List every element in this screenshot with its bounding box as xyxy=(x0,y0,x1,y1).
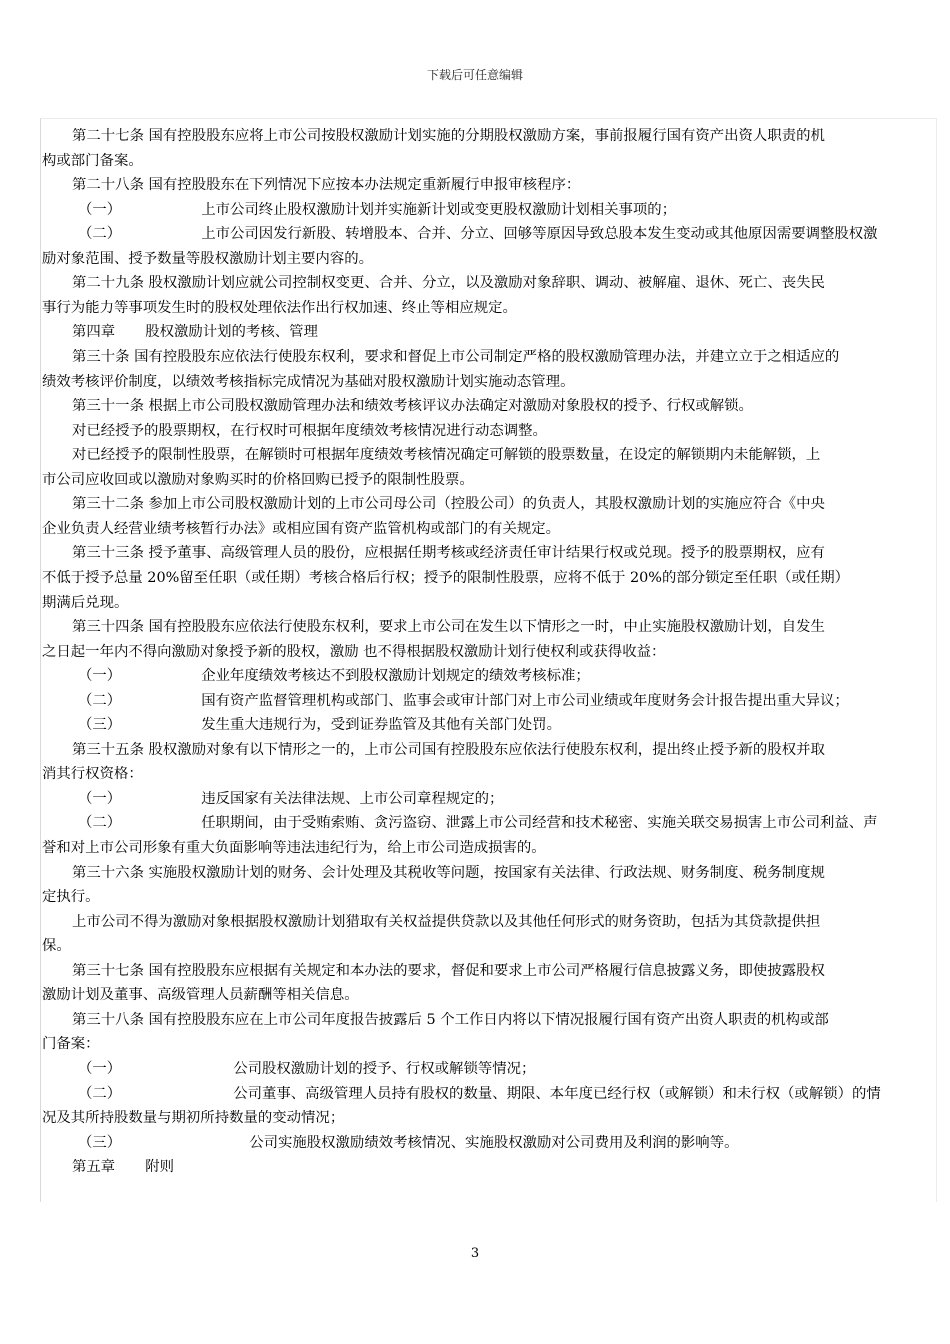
chapter-number: 第五章 xyxy=(72,1159,116,1176)
text-line: 不低于授予总量 20%留至任职（或任期）考核合格后行权；授予的限制性股票，应将不低于 20%的部分锁定至任职（或任期） xyxy=(42,569,850,586)
text-line: 事行为能力等事项发生时的股权处理依法作出行权加速、终止等相应规定。 xyxy=(42,299,517,316)
item-text: 任职期间，由于受贿索贿、贪污盗窃、泄露上市公司经营和技术秘密、实施关联交易损害上市公司利益、声 xyxy=(201,815,878,832)
list-item xyxy=(78,1084,881,1104)
item-text: 企业年度绩效考核达不到股权激励计划规定的绩效考核标准； xyxy=(201,668,590,685)
text-line: 第三十三条 授予董事、高级管理人员的股份，应根据任期考核或经济责任审计结果行权或兑现。授予的股票期权，应有 xyxy=(72,545,825,562)
text-line: 市公司应收回或以激励对象购买时的价格回购已授予的限制性股票。 xyxy=(42,471,474,488)
text-line: 励对象范围、授予数量等股权激励计划主要内容的。 xyxy=(42,250,373,267)
item-label: （三） xyxy=(78,717,122,734)
chapter-title: 股权激励计划的考核、管理 xyxy=(145,324,318,341)
item-text: 国有资产监督管理机构或部门、监事会或审计部门对上市公司业绩或年度财务会计报告提出重大异议； xyxy=(201,692,849,709)
text-line: 消其行权资格： xyxy=(42,766,143,783)
text-line: 第三十七条 国有控股股东应根据有关规定和本办法的要求，督促和要求上市公司严格履行信息披露义务，即使披露股权 xyxy=(72,962,825,979)
text-line: 第三十五条 股权激励对象有以下情形之一的，上市公司国有控股股东应依法行使股东权利，提出终止授予新的股权并取 xyxy=(72,741,825,758)
chapter-title: 附则 xyxy=(145,1159,174,1176)
page-number: 3 xyxy=(470,1246,480,1261)
text-line: 构或部门备案。 xyxy=(42,152,143,169)
item-text: 公司董事、高级管理人员持有股权的数量、期限、本年度已经行权（或解锁）和未行权（或解锁）的情 xyxy=(233,1085,881,1102)
text-line: 企业负责人经营业绩考核暂行办法》或相应国有资产监管机构或部门的有关规定。 xyxy=(42,520,561,537)
chapter-number: 第四章 xyxy=(72,324,116,341)
text-line: 门备案： xyxy=(42,1036,100,1053)
item-label: （一） xyxy=(78,1060,122,1077)
text-line: 第三十一条 根据上市公司股权激励管理办法和绩效考核评议办法确定对激励对象股权的授予、行权或解锁。 xyxy=(72,398,753,415)
item-label: （一） xyxy=(78,201,122,218)
item-text: 违反国家有关法律法规、上市公司章程规定的； xyxy=(201,790,504,807)
list-item xyxy=(78,789,503,809)
chapter-heading xyxy=(72,322,318,342)
text-line: 定执行。 xyxy=(42,889,100,906)
text-line: 第三十八条 国有控股股东应在上市公司年度报告披露后 5 个工作日内将以下情况报履行国有资产出资人职责的机构或部 xyxy=(72,1011,829,1028)
text-line: 况及其所持股数量与期初所持数量的变动情况； xyxy=(42,1110,345,1126)
text-line: 上市公司不得为激励对象根据股权激励计划猎取有关权益提供贷款以及其他任何形式的财务资助，包括为其贷款提供担 xyxy=(72,913,821,930)
list-item xyxy=(78,200,676,220)
text-line: 绩效考核评价制度，以绩效考核指标完成情况为基础对股权激励计划实施动态管理。 xyxy=(42,373,575,390)
text-line: 激励计划及董事、高级管理人员薪酬等相关信息。 xyxy=(42,987,359,1004)
item-text: 公司股权激励计划的授予、行权或解锁等情况； xyxy=(233,1060,536,1077)
list-item xyxy=(78,1059,535,1079)
item-text: 公司实施股权激励绩效考核情况、实施股权激励对公司费用及利润的影响等。 xyxy=(249,1134,739,1151)
text-line: 对已经授予的限制性股票，在解锁时可根据年度绩效考核情况确定可解锁的股票数量，在设定的解锁期内未能解锁，上 xyxy=(72,447,821,464)
page-header: 下载后可任意编辑 xyxy=(426,68,523,82)
text-line: 之日起一年内不得向激励对象授予新的股权，激励 也不得根据股权激励计划行使权利或获得收益： xyxy=(42,643,666,660)
text-line: 保。 xyxy=(42,938,71,955)
item-label: （二） xyxy=(78,226,122,243)
text-line: 对已经授予的股票期权，在行权时可根据年度绩效考核情况进行动态调整。 xyxy=(72,422,547,439)
item-text: 发生重大违规行为，受到证券监管及其他有关部门处罚。 xyxy=(201,717,561,734)
text-line: 第二十八条 国有控股股东在下列情况下应按本办法规定重新履行申报审核程序： xyxy=(72,177,581,194)
list-item xyxy=(78,1133,738,1153)
text-line: 第二十七条 国有控股股东应将上市公司按股权激励计划实施的分期股权激励方案，事前报履行国有资产出资人职责的机 xyxy=(72,128,825,144)
item-label: （二） xyxy=(78,692,122,709)
text-line: 第三十条 国有控股股东应依法行使股东权利，要求和督促上市公司制定严格的股权激励管理办法，并建立立于之相适应的 xyxy=(72,349,840,365)
item-text: 上市公司因发行新股、转增股本、合并、分立、回够等原因导致总股本发生变动或其他原因需要调整股权激 xyxy=(201,226,878,243)
item-label: （二） xyxy=(78,815,122,832)
list-item xyxy=(78,715,561,735)
text-line: 誉和对上市公司形象有重大负面影响等违法违纪行为，给上市公司造成损害的。 xyxy=(42,840,546,856)
text-line: 第三十六条 实施股权激励计划的财务、会计处理及其税收等问题，按国家有关法律、行政法规、财务制度、税务制度规 xyxy=(72,864,825,881)
item-label: （三） xyxy=(78,1134,122,1151)
text-line: 第三十四条 国有控股股东应依法行使股东权利，要求上市公司在发生以下情形之一时，中止实施股权激励计划，自发生 xyxy=(72,619,825,635)
list-item xyxy=(78,666,590,686)
item-label: （一） xyxy=(78,668,122,685)
item-label: （二） xyxy=(78,1085,122,1102)
text-line: 第三十二条 参加上市公司股权激励计划的上市公司母公司（控股公司）的负责人，其股权激励计划的实施应符合《中央 xyxy=(72,496,825,513)
text-line: 第二十九条 股权激励计划应就公司控制权变更、合并、分立，以及激励对象辞职、调动、被解雇、退休、死亡、丧失民 xyxy=(72,275,825,292)
list-item xyxy=(78,691,849,711)
item-label: （一） xyxy=(78,790,122,807)
chapter-heading xyxy=(72,1157,174,1177)
item-text: 上市公司终止股权激励计划并实施新计划或变更股权激励计划相关事项的； xyxy=(201,201,677,218)
list-item xyxy=(78,813,878,833)
list-item xyxy=(78,224,878,244)
text-line: 期满后兑现。 xyxy=(42,594,129,611)
